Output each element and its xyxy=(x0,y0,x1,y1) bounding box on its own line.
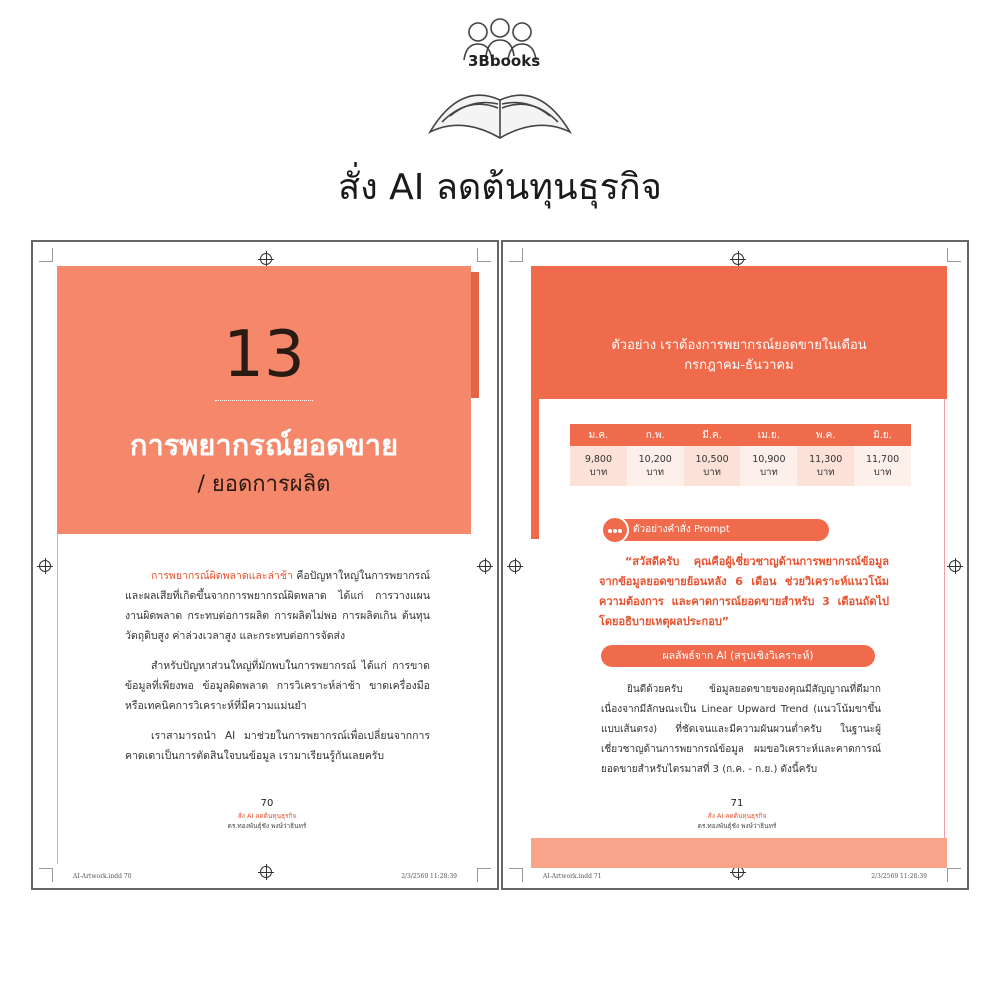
result-label: ผลลัพธ์จาก AI (สรุปเชิงวิเคราะห์) xyxy=(601,645,875,667)
month-header: เม.ย. xyxy=(740,424,797,446)
crop-mark xyxy=(477,248,491,262)
table-row xyxy=(570,446,911,486)
result-text: ยินดีด้วยครับ ข้อมูลยอดขายของคุณมีสัญญาณที่ดีมาก เนื่องจากมีลักษณะเป็น Linear Upward Trend (แนวโน้มขาขึ้นแบบเส้นตรง) ที่ชัดเจนและมีความผันผวนต่ำครับ ในฐานะผู้เชี่ยวชาญด้านการพยากรณ์ข้อมูล ผมขอวิเคราะห์และคาดการณ์ยอดขายสำหรับไตรมาสที่ 3 (ก.ค. - ก.ย.) ดังนี้ครับ xyxy=(601,684,881,775)
chapter-subtitle: / ยอดการผลิต xyxy=(197,472,331,497)
footer-author: ดร.ทองพันธุ์ชัง พงษ์ว่าธินทร์ xyxy=(697,822,777,830)
registration-mark-icon xyxy=(260,253,272,265)
registration-mark-icon xyxy=(732,253,744,265)
sales-cell xyxy=(854,446,911,486)
registration-mark-icon xyxy=(479,560,491,572)
footer-book-title: สั่ง AI ลดต้นทุนธุรกิจ xyxy=(237,812,297,820)
crop-mark xyxy=(947,248,961,262)
chapter-banner xyxy=(57,266,471,534)
sales-cell xyxy=(684,446,741,486)
body-paragraph xyxy=(125,726,430,766)
prompt-label: ตัวอย่างคำสั่ง Prompt xyxy=(603,519,829,541)
sales-value: 9,800 xyxy=(584,454,613,465)
registration-mark-icon xyxy=(260,866,272,878)
example-banner xyxy=(531,266,947,399)
footer-author: ดร.ทองพันธุ์ชัง พงษ์ว่าธินทร์ xyxy=(227,822,307,830)
body-paragraph xyxy=(125,566,430,646)
crop-mark xyxy=(39,248,53,262)
sales-cell xyxy=(740,446,797,486)
left-page xyxy=(31,240,499,890)
page-footer xyxy=(33,798,499,831)
page-number: 71 xyxy=(730,798,744,809)
crop-mark xyxy=(477,868,491,882)
prompt-text: “สวัสดีครับ คุณคือผู้เชี่ยวชาญด้านการพยากรณ์ข้อมูลจากข้อมูลยอดขายย้อนหลัง 6 เดือน ช่วยวิเคราะห์แนวโน้มความต้องการ และคาดการณ์ยอดขายสำหรับ 3 เดือนถัดไป โดยอธิบายเหตุผลประกอบ” xyxy=(599,555,889,628)
table-header-row xyxy=(570,424,911,446)
crop-mark xyxy=(509,248,523,262)
body-paragraph xyxy=(125,656,430,716)
chat-bubble-icon xyxy=(601,516,629,544)
sales-table xyxy=(570,424,911,486)
banner-edge xyxy=(471,272,479,398)
slug-date: 2/3/2569 11:28:39 xyxy=(401,873,457,880)
crop-mark xyxy=(509,868,523,882)
month-header: มิ.ย. xyxy=(854,424,911,446)
book-title: สั่ง AI ลดต้นทุนธุรกิจ xyxy=(338,167,662,208)
crop-mark xyxy=(947,868,961,882)
month-header: มี.ค. xyxy=(684,424,741,446)
sales-value: 10,500 xyxy=(695,454,729,465)
month-header: พ.ค. xyxy=(797,424,854,446)
registration-mark-icon xyxy=(949,560,961,572)
sales-unit: บาท xyxy=(873,467,892,478)
open-book-logo-icon xyxy=(420,12,580,152)
page-number: 70 xyxy=(260,798,274,809)
slug-file: AI-Artwork.indd 71 xyxy=(543,873,602,880)
registration-mark-icon xyxy=(509,560,521,572)
registration-mark-icon xyxy=(39,560,51,572)
sales-cell xyxy=(797,446,854,486)
sales-unit: บาท xyxy=(703,467,721,478)
crop-mark xyxy=(39,868,53,882)
footer-book-title: สั่ง AI ลดต้นทุนธุรกิจ xyxy=(707,812,767,820)
chapter-number: 13 xyxy=(223,318,305,392)
sales-unit: บาท xyxy=(760,467,778,478)
paragraph-text: สำหรับปัญหาส่วนใหญ่ที่มักพบในการพยากรณ์ ได้แก่ การขาดข้อมูลที่เพียงพอ ข้อมูลผิดพลาด การวิเคราะห์ล่าช้า ขาดเครื่องมือ หรือเทคนิคการวิเคราะห์ที่มีความแม่นยำ xyxy=(125,660,430,712)
example-banner-text: ตัวอย่าง เราต้องการพยากรณ์ยอดขายในเดือนกรกฎาคม-ธันวาคม xyxy=(611,338,867,373)
sales-cell xyxy=(570,446,627,486)
sales-cell xyxy=(627,446,684,486)
month-header: ก.พ. xyxy=(627,424,684,446)
chapter-body xyxy=(125,566,430,776)
sales-value: 11,300 xyxy=(809,454,843,465)
chapter-title: การพยากรณ์ยอดขาย xyxy=(129,428,399,462)
paragraph-text: คือปัญหาใหญ่ในการพยากรณ์ และผลเสียที่เกิดขึ้นจากการพยากรณ์ผิดพลาด ได้แก่ การวางแผนงานผิดพลาด กระทบต่อการผลิต การผลิตไม่พอ การผลิตเกิน ต้นทุนวัตถุดิบสูง ค่าล่วงเวลาสูง และกระทบต่อการจัดส่ง xyxy=(125,570,430,642)
highlight-text: การพยากรณ์ผิดพลาดและล่าช้า xyxy=(151,570,293,582)
footer-band xyxy=(531,838,947,868)
slug-file: AI-Artwork.indd 70 xyxy=(73,873,132,880)
paragraph-text: เราสามารถนำ AI มาช่วยในการพยากรณ์เพื่อเปลี่ยนจากการคาดเดาเป็นการตัดสินใจบนข้อมูล เรามาเรียนรู้กันเลยครับ xyxy=(125,730,430,762)
month-header: ม.ค. xyxy=(570,424,627,446)
slug-date: 2/3/2569 11:28:39 xyxy=(871,873,927,880)
right-page xyxy=(501,240,969,890)
logo-text: 3Bbooks xyxy=(468,52,541,70)
sales-value: 10,200 xyxy=(638,454,672,465)
sales-value: 10,900 xyxy=(752,454,786,465)
banner-side-bar xyxy=(531,399,539,539)
sales-unit: บาท xyxy=(816,467,835,478)
3bbooks-logo xyxy=(420,12,580,152)
sales-unit: บาท xyxy=(646,467,665,478)
page-footer xyxy=(503,798,969,831)
chapter-divider xyxy=(215,400,313,401)
sales-value: 11,700 xyxy=(865,454,900,465)
sales-unit: บาท xyxy=(589,467,608,478)
